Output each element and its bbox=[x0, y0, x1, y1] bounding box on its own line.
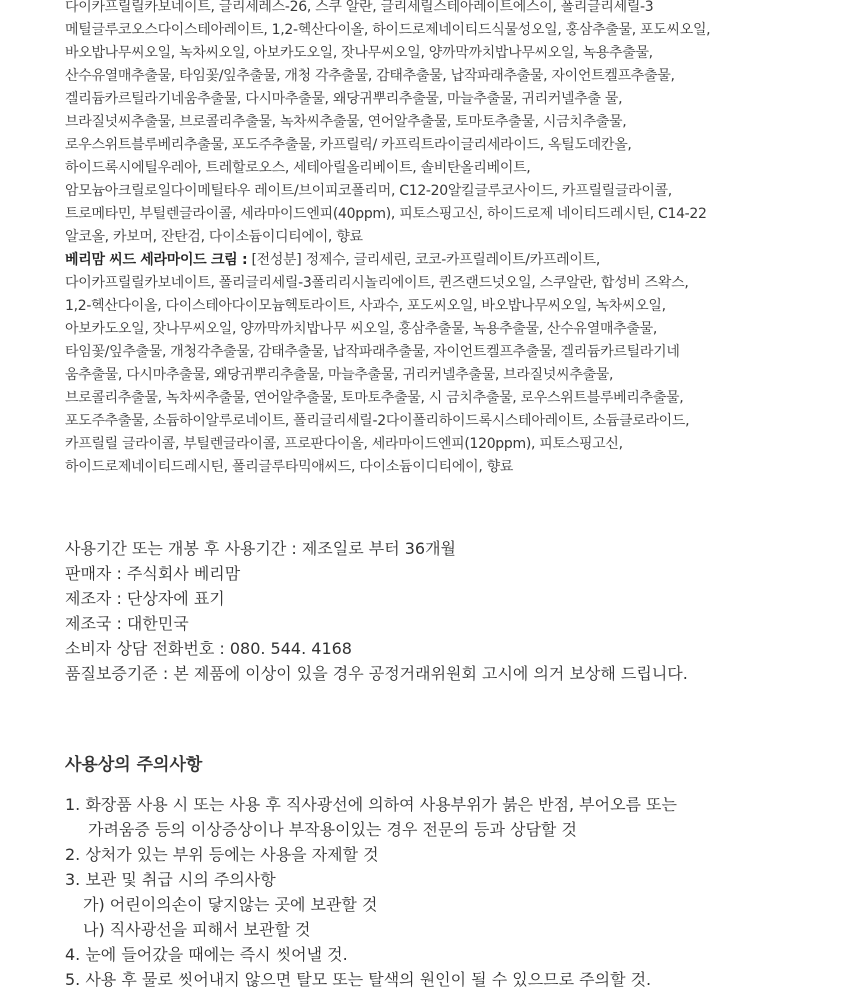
ingredient-line: 하이드록시에틸우레아, 트레할로오스, 세테아릴올리베이트, 솔비탄올리베이트, bbox=[65, 160, 531, 176]
ingredient-line: 포도주추출물, 소듐하이알루로네이트, 폴리글리세릴-2다이폴리하이드록시스테아레이트, 소듐클로라이드, bbox=[65, 413, 690, 429]
caution-item: 1. 화장품 사용 시 또는 사용 후 직사광선에 의하여 사용부위가 붉은 반점, 부어오름 또는 bbox=[65, 795, 677, 814]
ingredient-line: 1,2-헥산다이올, 다이스테아다이모늄헥토라이트, 사과수, 포도씨오일, 바오밥나무씨오일, 녹차씨오일, bbox=[65, 298, 666, 314]
ingredient-line: 알코올, 카보머, 잔탄검, 다이소듐이디티에이, 향료 bbox=[65, 229, 363, 245]
caution-item: 3. 보관 및 취급 시의 주의사항 bbox=[65, 870, 276, 889]
ingredient-text: [전성분] 정제수, 글리세린, 코코-카프릴레이트/카프레이트, bbox=[247, 252, 600, 268]
ingredient-line: 겔리듐카르틸라기네움추출물, 다시마추출물, 왜당귀뿌리추출물, 마늘추출물, 귀리커넬추출 물, bbox=[65, 91, 623, 107]
ingredient-line: 타임꽃/잎추출물, 개청각추출물, 감태추출물, 납작파래추출물, 자이언트켈프추출물, 겔리듐카르틸라기네 bbox=[65, 344, 680, 360]
product-info bbox=[65, 536, 688, 686]
ingredient-line: 로우스위트블루베리추출물, 포도주추출물, 카프릴릭/ 카프릭트라이글리세라이드, 옥틸도데칸올, bbox=[65, 137, 632, 153]
caution-item-continuation: 가려움증 등의 이상증상이나 부작용이있는 경우 전문의 등과 상담할 것 bbox=[88, 820, 577, 839]
ingredients-list bbox=[65, 0, 855, 479]
ingredient-line: 브로콜리추출물, 녹차씨추출물, 연어알추출물, 토마토추출물, 시 금치추출물, 로우스위트블루베리추출물, bbox=[65, 390, 684, 406]
quality-guarantee-row: 품질보증기준 : 본 제품에 이상이 있을 경우 공정거래위원회 고시에 의거 보상해 드립니다. bbox=[65, 664, 688, 683]
ingredient-line: 카프릴릴 글라이콜, 부틸렌글라이콜, 프로판다이올, 세라마이드엔피(120ppm), 피토스핑고신, bbox=[65, 436, 623, 452]
ingredient-line: 아보카도오일, 잣나무씨오일, 양까막까치밥나무 씨오일, 홍삼추출물, 녹용추출물, 산수유열매추출물, bbox=[65, 321, 657, 337]
seller-row: 판매자 : 주식회사 베리맘 bbox=[65, 564, 241, 583]
caution-item: 5. 사용 후 물로 씻어내지 않으면 탈모 또는 탈색의 원인이 될 수 있으므로 주의할 것. bbox=[65, 970, 652, 989]
ingredient-line: 메틸글루코오스다이스테아레이트, 1,2-헥산다이올, 하이드로제네이티드식물성오일, 홍삼추출물, 포도씨오일, bbox=[65, 22, 711, 38]
caution-subitem: 나) 직사광선을 피해서 보관할 것 bbox=[83, 920, 311, 939]
caution-heading: 사용상의 주의사항 bbox=[65, 755, 203, 775]
caution-list bbox=[65, 792, 677, 992]
shelf-life-row: 사용기간 또는 개봉 후 사용기간 : 제조일로 부터 36개월 bbox=[65, 539, 457, 558]
caution-item: 2. 상처가 있는 부위 등에는 사용을 자제할 것 bbox=[65, 845, 379, 864]
manufacturer-row: 제조자 : 단상자에 표기 bbox=[65, 589, 225, 608]
ingredient-line: 브라질넛씨추출물, 브로콜리추출물, 녹차씨추출물, 연어알추출물, 토마토추출물, 시금치추출물, bbox=[65, 114, 627, 130]
phone-row: 소비자 상담 전화번호 : 080. 544. 4168 bbox=[65, 639, 352, 658]
product-name-label: 베리맘 씨드 세라마이드 크림 : bbox=[65, 252, 248, 268]
caution-item: 4. 눈에 들어갔을 때에는 즉시 씻어낼 것. bbox=[65, 945, 348, 964]
ingredient-line: 다이카프릴릴카보네이트, 폴리글리세릴-3폴리리시놀리에이트, 퀸즈랜드넛오일, 스쿠알란, 합성비 즈왁스, bbox=[65, 275, 689, 291]
ingredient-line: 트로메타민, 부틸렌글라이콜, 세라마이드엔피(40ppm), 피토스핑고신, 하이드로제 네이티드레시틴, C14-22 bbox=[65, 206, 707, 222]
ingredient-line: 움추출물, 다시마추출물, 왜당귀뿌리추출물, 마늘추출물, 귀리커넬추출물, 브라질넛씨추출물, bbox=[65, 367, 614, 383]
ingredient-line: 산수유열매추출물, 타임꽃/잎추출물, 개청 각추출물, 감태추출물, 납작파래추출물, 자이언트켈프추출물, bbox=[65, 68, 675, 84]
ingredient-line: 바오밥나무씨오일, 녹차씨오일, 아보카도오일, 잣나무씨오일, 양까막까치밥나무씨오일, 녹용추출물, bbox=[65, 45, 653, 61]
caution-subitem: 가) 어린이의손이 닿지않는 곳에 보관할 것 bbox=[83, 895, 378, 914]
ingredient-line: 암모늄아크릴로일다이메틸타우 레이트/브이피코폴리머, C12-20알킬글루코사이드, 카프릴릴글라이콜, bbox=[65, 183, 672, 199]
country-row: 제조국 : 대한민국 bbox=[65, 614, 189, 633]
ingredient-line: 하이드로제네이티드레시틴, 폴리글루타믹애씨드, 다이소듐이디티에이, 향료 bbox=[65, 459, 514, 475]
ingredient-line: 다이카프릴릴카보네이트, 글리세레스-26, 스쿠 알란, 글리세릴스테아레이트에스이, 폴리글리세릴-3 bbox=[65, 0, 654, 15]
ingredient-line-product-heading bbox=[65, 249, 855, 272]
